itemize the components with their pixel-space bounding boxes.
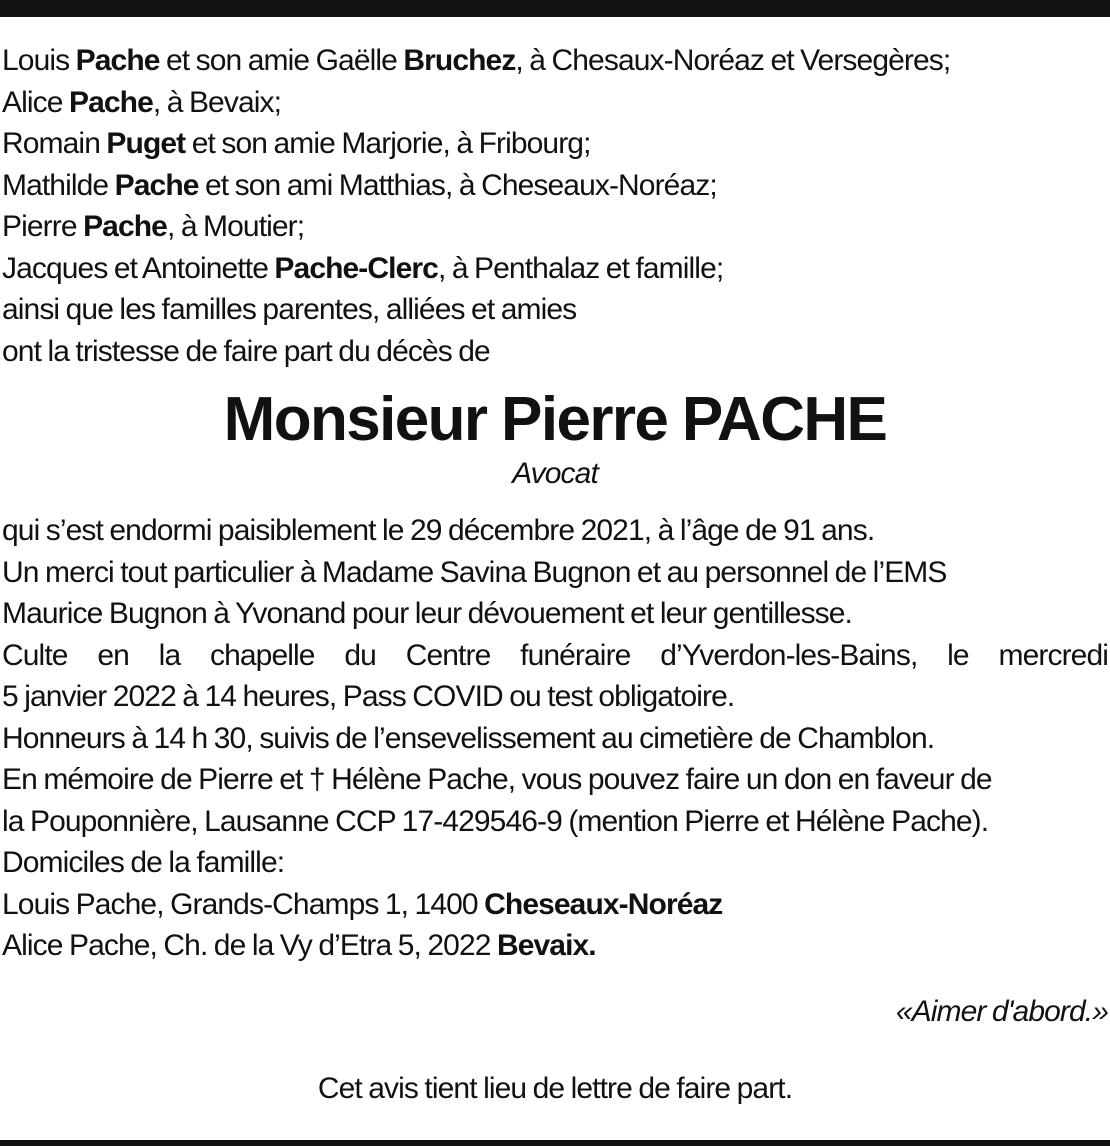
family-line: Mathilde Pache et son ami Matthias, à Cheseaux-Noréaz;: [2, 168, 717, 202]
death-notice: [2, 40, 1108, 1110]
deceased-name: Monsieur Pierre PACHE: [223, 385, 887, 454]
body-line: 5 janvier 2022 à 14 heures, Pass COVID ou test obligatoire.: [2, 680, 735, 713]
deceased-profession: Avocat: [512, 457, 598, 490]
body-line: Un merci tout particulier à Madame Savina Bugnon et au personnel de l’EMS: [2, 555, 947, 589]
body-line: qui s’est endormi paisiblement le 29 décembre 2021, à l’âge de 91 ans.: [2, 514, 875, 547]
address-line: Louis Pache, Grands-Champs 1, 1400 Cheseaux-Noréaz: [2, 887, 723, 921]
intro-line: ont la tristesse de faire part du décès de: [2, 334, 490, 368]
body-line: la Pouponnière, Lausanne CCP 17-429546-9 (mention Pierre et Hélène Pache).: [2, 804, 989, 838]
body-line: Culte en la chapelle du Centre funéraire d’Yverdon-les-Bains, le mercredi: [2, 638, 1108, 672]
family-line: Romain Puget et son amie Marjorie, à Fribourg;: [2, 127, 591, 160]
bottom-rule: [0, 1140, 1110, 1146]
body-line: Domiciles de la famille:: [2, 846, 285, 879]
family-line: Alice Pache, à Bevaix;: [2, 85, 282, 119]
address-line: Alice Pache, Ch. de la Vy d’Etra 5, 2022 Bevaix.: [2, 929, 596, 962]
body-line: Honneurs à 14 h 30, suivis de l’ensevelissement au cimetière de Chamblon.: [2, 721, 935, 755]
quote: «Aimer d'abord.»: [895, 994, 1108, 1028]
top-rule: [0, 0, 1110, 17]
family-line: Jacques et Antoinette Pache-Clerc, à Penthalaz et famille;: [2, 251, 724, 285]
footer-note: Cet avis tient lieu de lettre de faire part.: [317, 1072, 793, 1105]
body-line: En mémoire de Pierre et † Hélène Pache, vous pouvez faire un don en faveur de: [2, 763, 992, 796]
family-line: Louis Pache et son amie Gaëlle Bruchez, à Chesaux-Noréaz et Versegères;: [2, 44, 951, 77]
family-line: Pierre Pache, à Moutier;: [2, 210, 305, 243]
intro-line: ainsi que les familles parentes, alliées et amies: [2, 293, 577, 326]
body-line: Maurice Bugnon à Yvonand pour leur dévouement et leur gentillesse.: [2, 597, 852, 630]
